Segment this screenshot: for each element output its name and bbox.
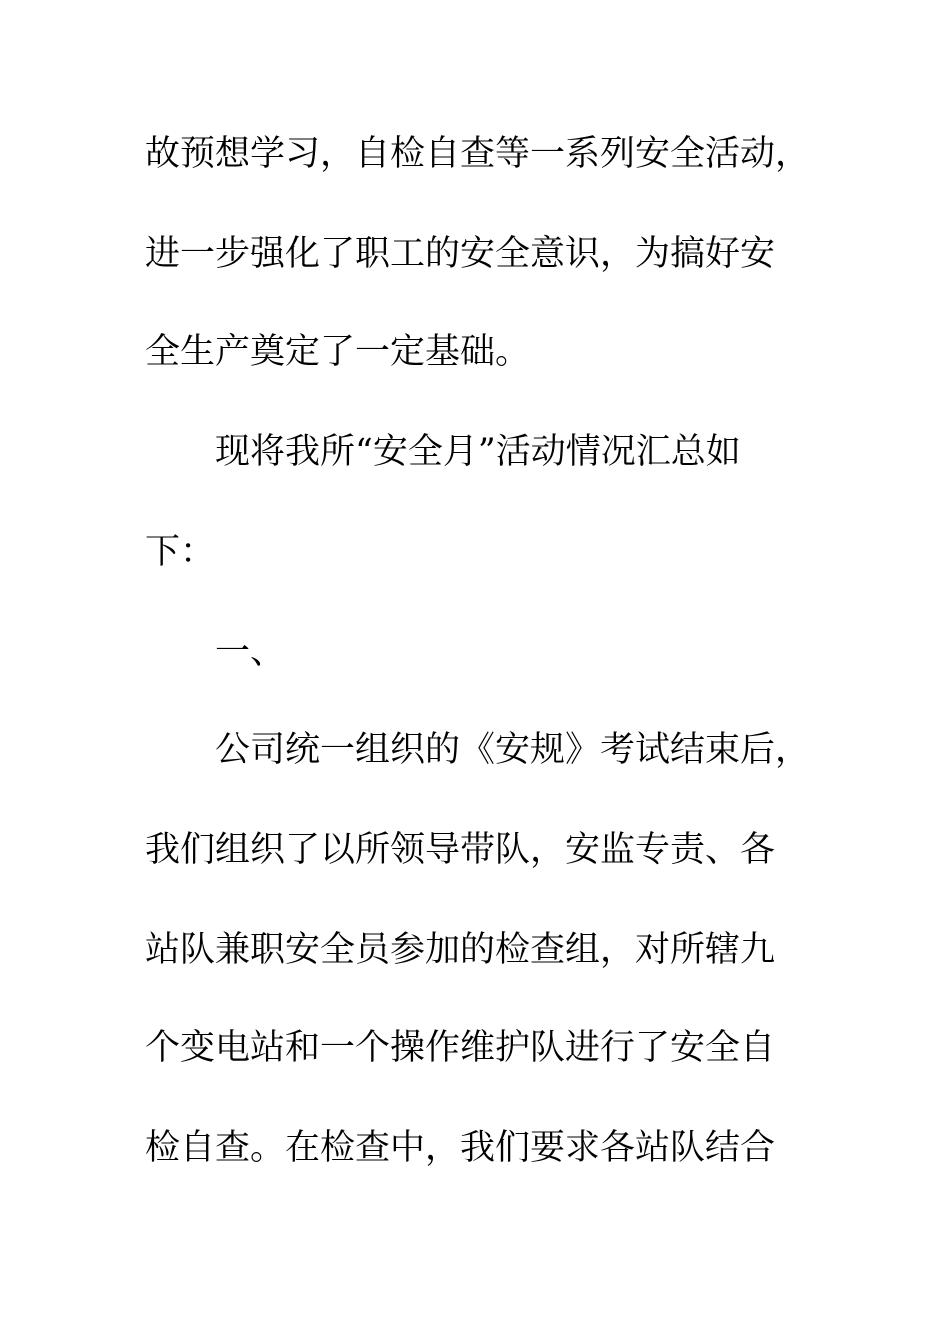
- paragraph-3-line-2: 我们组织了以所领导带队，安监专责、各: [145, 830, 776, 870]
- paragraph-2-line-1: 现将我所“安全月”活动情况汇总如: [215, 432, 741, 472]
- paragraph-2-line-2: 下：: [145, 532, 216, 572]
- paragraph-1-line-1: 故预想学习，自检自查等一系列安全活动，: [145, 134, 811, 174]
- paragraph-3-line-5: 检自查。在检查中，我们要求各站队结合: [145, 1128, 776, 1168]
- paragraph-3-line-4: 个变电站和一个操作维护队进行了安全自: [145, 1028, 776, 1068]
- paragraph-1-line-3: 全生产奠定了一定基础。: [145, 332, 531, 372]
- paragraph-3-line-1: 公司统一组织的《安规》考试结束后，: [215, 730, 811, 770]
- paragraph-1-line-2: 进一步强化了职工的安全意识，为搞好安: [145, 234, 776, 274]
- paragraph-3-line-3: 站队兼职安全员参加的检查组，对所辖九: [145, 930, 776, 970]
- section-heading: 一、: [215, 632, 286, 672]
